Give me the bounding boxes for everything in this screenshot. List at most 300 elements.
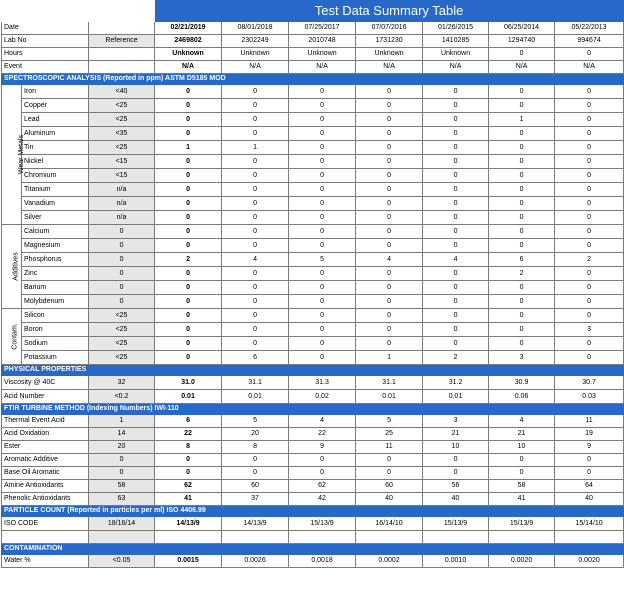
table-row	[2, 183, 624, 197]
value-cell: 0	[155, 295, 222, 309]
table-row	[2, 376, 624, 390]
value-cell: 0	[555, 99, 624, 113]
value-cell: 4	[489, 415, 555, 428]
value-cell: 0	[555, 225, 624, 239]
element-label: Nickel	[22, 155, 89, 169]
value-cell: 07/07/2016	[356, 22, 423, 35]
value-cell: 0	[222, 169, 289, 183]
group-label: Additives	[12, 252, 20, 281]
reference-cell: 0	[89, 467, 155, 480]
value-cell: 0	[555, 454, 624, 467]
element-label: Copper	[22, 99, 89, 113]
value-cell: 4	[423, 253, 489, 267]
value-cell: 0	[222, 211, 289, 225]
value-cell: 0	[489, 127, 555, 141]
header-row	[2, 22, 624, 35]
value-cell: 0	[289, 211, 356, 225]
table-row	[2, 493, 624, 506]
value-cell: 0	[356, 169, 423, 183]
value-cell: 0	[155, 281, 222, 295]
element-label: Calcium	[22, 225, 89, 239]
value-cell: 0	[489, 169, 555, 183]
row-label: ISO CODE	[2, 517, 89, 531]
table-row	[2, 225, 624, 239]
blank-cell	[289, 531, 356, 544]
value-cell: 0	[555, 48, 624, 61]
table-row	[2, 555, 624, 568]
reference-cell: <25	[89, 323, 155, 337]
value-cell: 0	[423, 454, 489, 467]
value-cell: 56	[423, 480, 489, 493]
value-cell: 0	[289, 197, 356, 211]
value-cell: 0.01	[222, 390, 289, 404]
value-cell: 0	[489, 48, 555, 61]
section-title: PARTICLE COUNT (Reported in particles per ml) ISO 4406.99	[2, 506, 624, 517]
value-cell: 6	[489, 253, 555, 267]
table-row	[2, 351, 624, 365]
value-cell: 0	[356, 85, 423, 99]
value-cell: 0	[155, 155, 222, 169]
element-label: Lead	[22, 113, 89, 127]
value-cell: 0	[222, 155, 289, 169]
table-row	[2, 428, 624, 441]
value-cell: 58	[489, 480, 555, 493]
value-cell: 0	[222, 197, 289, 211]
value-cell: 4	[222, 253, 289, 267]
value-cell: N/A	[489, 61, 555, 74]
header-row	[2, 48, 624, 61]
value-cell: 20	[222, 428, 289, 441]
value-cell: 0	[155, 99, 222, 113]
blank-cell	[89, 531, 155, 544]
table-row	[2, 141, 624, 155]
blank-cell	[356, 531, 423, 544]
blank-cell	[555, 531, 624, 544]
value-cell: 0	[356, 99, 423, 113]
group-label: Contam.	[11, 323, 19, 350]
value-cell: 0	[356, 113, 423, 127]
value-cell: 0	[423, 113, 489, 127]
value-cell: 0.01	[155, 390, 222, 404]
value-cell: 0	[423, 267, 489, 281]
value-cell: 64	[555, 480, 624, 493]
table-row	[2, 309, 624, 323]
value-cell: N/A	[356, 61, 423, 74]
value-cell: 0	[423, 337, 489, 351]
value-cell: 0	[289, 155, 356, 169]
value-cell: 0	[222, 454, 289, 467]
value-cell: 06/25/2014	[489, 22, 555, 35]
table-row	[2, 295, 624, 309]
value-cell: 0	[489, 197, 555, 211]
value-cell: 11	[356, 441, 423, 454]
reference-cell: 63	[89, 493, 155, 506]
value-cell: N/A	[555, 61, 624, 74]
value-cell: 1	[356, 351, 423, 365]
value-cell: 0	[356, 141, 423, 155]
value-cell: 15/14/10	[555, 517, 624, 531]
reference-cell: <25	[89, 99, 155, 113]
blank-cell	[423, 531, 489, 544]
value-cell: 0	[356, 337, 423, 351]
row-label: Acid Number	[2, 390, 89, 404]
value-cell: N/A	[423, 61, 489, 74]
value-cell: 0	[356, 225, 423, 239]
reference-cell: n/a	[89, 183, 155, 197]
value-cell: 0	[489, 141, 555, 155]
value-cell: 0	[555, 337, 624, 351]
section-header-particle	[2, 506, 624, 517]
row-label: Base Oil Aromatic	[2, 467, 89, 480]
value-cell: 0	[489, 467, 555, 480]
value-cell: 0	[356, 197, 423, 211]
value-cell: 4	[289, 415, 356, 428]
value-cell: 0	[289, 454, 356, 467]
value-cell: 2	[423, 351, 489, 365]
value-cell: 0	[489, 183, 555, 197]
value-cell: 1410285	[423, 35, 489, 48]
value-cell: 21	[423, 428, 489, 441]
value-cell: 0.06	[489, 390, 555, 404]
table-row	[2, 197, 624, 211]
value-cell: 5	[356, 415, 423, 428]
value-cell: 0	[489, 323, 555, 337]
value-cell: 1731230	[356, 35, 423, 48]
reference-cell: <40	[89, 85, 155, 99]
table-row	[2, 480, 624, 493]
value-cell: 0	[555, 127, 624, 141]
reference-cell: 0	[89, 267, 155, 281]
value-cell: 15/13/9	[489, 517, 555, 531]
value-cell: 5	[222, 415, 289, 428]
value-cell: 0	[555, 467, 624, 480]
value-cell: 0	[356, 127, 423, 141]
value-cell: 0	[289, 467, 356, 480]
value-cell: 60	[222, 480, 289, 493]
value-cell: 0	[155, 239, 222, 253]
value-cell: 2010748	[289, 35, 356, 48]
value-cell: 0	[423, 141, 489, 155]
value-cell: 62	[155, 480, 222, 493]
value-cell: 0	[555, 267, 624, 281]
value-cell: 0.01	[356, 390, 423, 404]
value-cell: 0	[222, 85, 289, 99]
value-cell: Unknown	[155, 48, 222, 61]
section-title: FTIR TURBINE METHOD (Indexing Numbers) IWI-110	[2, 404, 624, 415]
value-cell: 42	[289, 493, 356, 506]
element-label: Chromium	[22, 169, 89, 183]
value-cell: 0.0026	[222, 555, 289, 568]
value-cell: 0.0018	[289, 555, 356, 568]
value-cell: 0	[489, 337, 555, 351]
value-cell: 0	[289, 141, 356, 155]
value-cell: 41	[489, 493, 555, 506]
value-cell: 0	[423, 309, 489, 323]
reference-cell: <0.2	[89, 390, 155, 404]
header-label: Event	[2, 61, 89, 74]
value-cell: 0	[222, 467, 289, 480]
value-cell: 14/13/9	[222, 517, 289, 531]
value-cell: 0	[555, 85, 624, 99]
element-label: Molybdenum	[22, 295, 89, 309]
value-cell: 0	[289, 99, 356, 113]
value-cell: 0	[155, 337, 222, 351]
value-cell: 0	[356, 309, 423, 323]
value-cell: 0	[289, 113, 356, 127]
reference-cell	[89, 48, 155, 61]
value-cell: 8	[155, 441, 222, 454]
row-label: Phenolic Antioxidants	[2, 493, 89, 506]
value-cell: 0	[356, 281, 423, 295]
value-cell: 1	[489, 113, 555, 127]
value-cell: 0.0015	[155, 555, 222, 568]
value-cell: 0	[155, 113, 222, 127]
value-cell: 05/22/2013	[555, 22, 624, 35]
reference-cell: <35	[89, 127, 155, 141]
value-cell: 0	[555, 197, 624, 211]
value-cell: 0	[489, 454, 555, 467]
table-row	[2, 415, 624, 428]
value-cell: 10	[423, 441, 489, 454]
value-cell: 0	[489, 239, 555, 253]
reference-cell: 1	[89, 415, 155, 428]
value-cell: 2469802	[155, 35, 222, 48]
reference-cell: 58	[89, 480, 155, 493]
row-label: Viscosity @ 40C	[2, 376, 89, 390]
value-cell: 2	[489, 267, 555, 281]
value-cell: Unknown	[423, 48, 489, 61]
reference-cell: <25	[89, 351, 155, 365]
reference-cell: <15	[89, 169, 155, 183]
group-label-cell	[2, 85, 26, 225]
value-cell: 0	[222, 225, 289, 239]
value-cell: 0	[423, 323, 489, 337]
value-cell: 4	[356, 253, 423, 267]
value-cell: 25	[356, 428, 423, 441]
value-cell: 02/21/2019	[155, 22, 222, 35]
row-label: Thermal Event Acid	[2, 415, 89, 428]
value-cell: 0	[555, 309, 624, 323]
reference-cell: <25	[89, 113, 155, 127]
element-label: Aluminum	[22, 127, 89, 141]
reference-cell: n/a	[89, 197, 155, 211]
value-cell: 40	[555, 493, 624, 506]
value-cell: 0	[155, 169, 222, 183]
value-cell: 5	[289, 253, 356, 267]
reference-cell: 18/16/14	[89, 517, 155, 531]
value-cell: 0	[423, 467, 489, 480]
table-row	[2, 337, 624, 351]
value-cell: 0	[289, 183, 356, 197]
reference-cell: n/a	[89, 211, 155, 225]
value-cell: 21	[489, 428, 555, 441]
value-cell: N/A	[222, 61, 289, 74]
value-cell: 0	[423, 295, 489, 309]
value-cell: 0	[423, 127, 489, 141]
value-cell: 0	[222, 309, 289, 323]
value-cell: N/A	[289, 61, 356, 74]
value-cell: 0	[489, 309, 555, 323]
value-cell: 30.9	[489, 376, 555, 390]
value-cell: 0.02	[289, 390, 356, 404]
value-cell: 0.0020	[489, 555, 555, 568]
value-cell: 37	[222, 493, 289, 506]
value-cell: 31.0	[155, 376, 222, 390]
value-cell: 0	[289, 281, 356, 295]
value-cell: 6	[155, 415, 222, 428]
value-cell: 0.0020	[555, 555, 624, 568]
table-row	[2, 281, 624, 295]
group-label: Wear Metals	[18, 134, 26, 175]
element-label: Vanadium	[22, 197, 89, 211]
header-row	[2, 61, 624, 74]
reference-cell: <15	[89, 155, 155, 169]
value-cell: 40	[356, 493, 423, 506]
value-cell: 0	[356, 267, 423, 281]
value-cell: 0	[489, 295, 555, 309]
element-label: Barium	[22, 281, 89, 295]
value-cell: 0	[222, 183, 289, 197]
value-cell: 31.1	[222, 376, 289, 390]
value-cell: 0	[222, 323, 289, 337]
value-cell: 0	[489, 99, 555, 113]
value-cell: 0	[423, 155, 489, 169]
value-cell: 19	[555, 428, 624, 441]
value-cell: 07/25/2017	[289, 22, 356, 35]
value-cell: 3	[423, 415, 489, 428]
value-cell: 0	[489, 281, 555, 295]
value-cell: 10	[489, 441, 555, 454]
value-cell: 1	[155, 141, 222, 155]
table-row	[2, 517, 624, 531]
value-cell: 0	[155, 267, 222, 281]
section-header-physical	[2, 365, 624, 376]
element-label: Iron	[22, 85, 89, 99]
table-row	[2, 467, 624, 480]
row-label: Amine Antioxidants	[2, 480, 89, 493]
value-cell: 22	[289, 428, 356, 441]
value-cell: 60	[356, 480, 423, 493]
table-row	[2, 267, 624, 281]
table-row	[2, 127, 624, 141]
value-cell: 0	[489, 155, 555, 169]
value-cell: 31.1	[356, 376, 423, 390]
reference-cell: <0.05	[89, 555, 155, 568]
value-cell: 9	[555, 441, 624, 454]
section-title: PHYSICAL PROPERTIES	[2, 365, 624, 376]
value-cell: 9	[289, 441, 356, 454]
table-row	[2, 441, 624, 454]
value-cell: 0	[356, 211, 423, 225]
value-cell: 0	[555, 183, 624, 197]
value-cell: 0	[155, 467, 222, 480]
blank-cell	[2, 531, 89, 544]
reference-cell: 0	[89, 295, 155, 309]
table-row	[2, 169, 624, 183]
value-cell: 0	[423, 183, 489, 197]
value-cell: 0	[222, 337, 289, 351]
value-cell: 0	[289, 85, 356, 99]
element-label: Sodium	[22, 337, 89, 351]
value-cell: 2302249	[222, 35, 289, 48]
value-cell: 0	[222, 267, 289, 281]
value-cell: 0	[555, 239, 624, 253]
value-cell: 0	[555, 295, 624, 309]
table-row	[2, 155, 624, 169]
value-cell: 0	[356, 323, 423, 337]
value-cell: 08/01/2018	[222, 22, 289, 35]
row-label: Ester	[2, 441, 89, 454]
value-cell: 15/13/9	[423, 517, 489, 531]
value-cell: 0	[555, 281, 624, 295]
value-cell: 0	[423, 281, 489, 295]
value-cell: Unknown	[222, 48, 289, 61]
value-cell: 8	[222, 441, 289, 454]
value-cell: 0	[555, 141, 624, 155]
value-cell: 0	[555, 211, 624, 225]
reference-cell: <25	[89, 309, 155, 323]
reference-cell: 0	[89, 281, 155, 295]
value-cell: 31.2	[423, 376, 489, 390]
element-label: Silver	[22, 211, 89, 225]
value-cell: 6	[222, 351, 289, 365]
value-cell: 0	[489, 211, 555, 225]
table-row	[2, 85, 624, 99]
section-title: SPECTROSCOPIC ANALYSIS (Reported in ppm) ASTM D5185 MOD	[2, 74, 624, 85]
value-cell: 0	[356, 239, 423, 253]
value-cell: 0	[289, 351, 356, 365]
section-header-ftir	[2, 404, 624, 415]
value-cell: 0	[289, 267, 356, 281]
value-cell: 14/13/9	[155, 517, 222, 531]
value-cell: 0	[222, 281, 289, 295]
value-cell: 1294740	[489, 35, 555, 48]
value-cell: 0	[289, 323, 356, 337]
value-cell: 0	[423, 239, 489, 253]
value-cell: 3	[555, 323, 624, 337]
reference-cell: 0	[89, 454, 155, 467]
value-cell: 0	[423, 85, 489, 99]
value-cell: 0	[555, 351, 624, 365]
value-cell: 0.0010	[423, 555, 489, 568]
table-row	[2, 253, 624, 267]
table-row	[2, 454, 624, 467]
reference-cell: 0	[89, 225, 155, 239]
element-label: Boron	[22, 323, 89, 337]
reference-cell: 0	[89, 253, 155, 267]
table-row	[2, 113, 624, 127]
table-row	[2, 390, 624, 404]
value-cell: 40	[423, 493, 489, 506]
element-label: Phosphorus	[22, 253, 89, 267]
table-row	[2, 211, 624, 225]
value-cell: 994674	[555, 35, 624, 48]
value-cell: 0	[155, 309, 222, 323]
reference-cell	[89, 61, 155, 74]
value-cell: 0	[423, 169, 489, 183]
reference-cell: 32	[89, 376, 155, 390]
table-row	[2, 99, 624, 113]
value-cell: 0	[289, 169, 356, 183]
value-cell: 0	[155, 183, 222, 197]
element-label: Tin	[22, 141, 89, 155]
value-cell: 0	[555, 155, 624, 169]
value-cell: 0.01	[423, 390, 489, 404]
value-cell: 2	[555, 253, 624, 267]
blank-cell	[489, 531, 555, 544]
value-cell: 1	[222, 141, 289, 155]
group-label-cell	[2, 225, 22, 309]
